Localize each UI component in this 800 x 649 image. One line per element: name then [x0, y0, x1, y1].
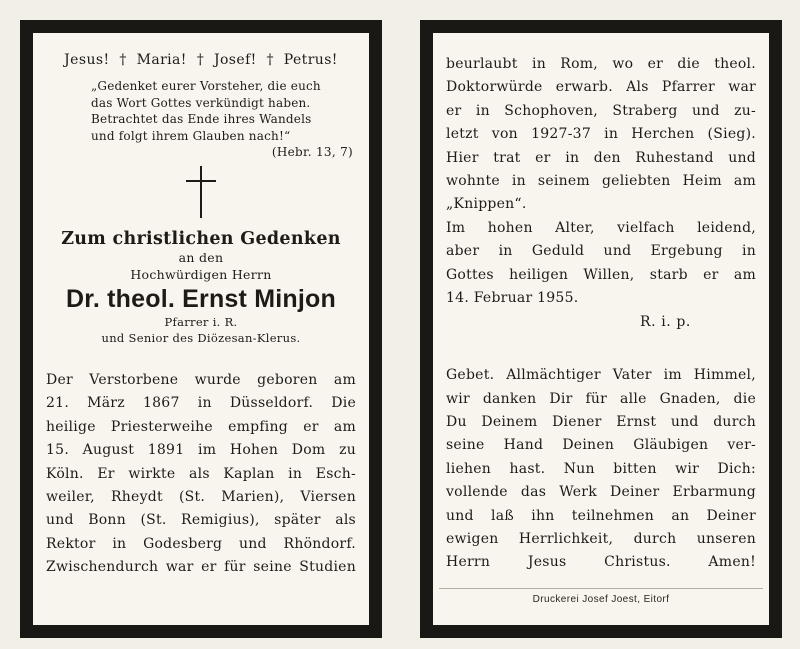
biography-line: Zwischendurch war er für seine Studien — [46, 559, 356, 576]
small-cross-icon: † — [119, 52, 127, 68]
printer-imprint: Druckerei Josef Joest, Eitorf — [532, 594, 670, 605]
quote-line: Betrachtet das Ende ihres Wandels — [91, 112, 312, 126]
header-invocation — [33, 33, 369, 68]
biography-part-2 — [446, 53, 756, 310]
memorial-title: Zum christlichen Gedenken — [61, 229, 341, 249]
honorific-text: Hochwürdigen Herrn — [130, 267, 272, 282]
role-text: Pfarrer i. R. — [164, 315, 238, 329]
latin-cross-icon — [186, 166, 216, 218]
prayer-text — [446, 364, 756, 575]
prayer-line: vollende das Werk Deiner Erbarmung — [446, 484, 756, 501]
invocation-josef: Josef! — [213, 52, 257, 68]
biography-line: Köln. Er wirkte als Kaplan in Esch- — [46, 465, 356, 482]
biography-line: „Knippen“. — [446, 196, 527, 213]
biography-part-1 — [46, 369, 356, 580]
right-card-inner — [433, 33, 769, 625]
biography-line: heilige Priesterweihe empfing er am — [46, 418, 356, 435]
invocation-maria: Maria! — [136, 52, 187, 68]
left-card-inner — [33, 33, 369, 625]
invocation-jesus: Jesus! — [64, 52, 110, 68]
biography-line: Hier trat er in den Ruhestand und — [446, 149, 756, 166]
biography-line: Der Verstorbene wurde geboren am — [46, 372, 356, 388]
prayer-line: und laß ihn teilnehmen an Deiner — [446, 507, 756, 524]
small-cross-icon: † — [196, 52, 205, 68]
biography-line: 14. Februar 1955. — [446, 289, 579, 306]
biography-line: beurlaubt in Rom, wo er die theol. — [446, 56, 756, 72]
senior-text: und Senior des Diözesan-Klerus. — [101, 331, 301, 345]
quote-line: „Gedenket eurer Vorsteher, die euch — [91, 79, 321, 93]
prayer-line: Du Deinem Diener Ernst und durch — [446, 414, 756, 431]
biography-line: letzt von 1927-37 in Herchen (Sieg). — [446, 126, 756, 143]
biography-line: Doktorwürde erwarb. Als Pfarrer war — [446, 79, 756, 96]
prayer-line: seine Hand Deinen Gläubigen ver- — [446, 437, 756, 454]
bible-quote — [91, 78, 363, 144]
an-den-text: an den — [178, 250, 224, 265]
biography-line: Im hohen Alter, vielfach leidend, — [446, 219, 756, 236]
biography-line: 21. März 1867 in Düsseldorf. Die — [46, 395, 356, 412]
left-card-panel — [20, 20, 382, 638]
quote-reference: (Hebr. 13, 7) — [271, 145, 353, 159]
biography-line: wohnte in seinem geliebten Heim am — [446, 172, 756, 189]
quote-line: und folgt ihrem Glauben nach!“ — [91, 128, 291, 143]
biography-line: und Bonn (St. Remigius), später als — [46, 512, 356, 529]
invocation-petrus: Petrus! — [283, 52, 338, 68]
printer-divider — [439, 588, 763, 589]
prayer-line: liehen hast. Nun bitten wir Dich: — [446, 460, 756, 477]
quote-line: das Wort Gottes verkündigt haben. — [91, 95, 311, 110]
biography-line: Rektor in Godesberg und Rhöndorf. — [46, 535, 356, 552]
small-cross-icon: † — [266, 52, 274, 68]
prayer-line: Herrn Jesus Christus. Amen! — [446, 554, 756, 571]
right-card-panel — [420, 20, 782, 638]
deceased-name: Dr. theol. Ernst Minjon — [66, 285, 336, 313]
prayer-line: ewigen Herrlichkeit, durch unseren — [446, 531, 756, 548]
rip-text: R. i. p. — [639, 314, 691, 331]
biography-line: Gottes heiligen Willen, starb er am — [446, 266, 756, 283]
biography-line: weiler, Rheydt (St. Marien), Viersen — [46, 488, 356, 505]
biography-line: er in Schophoven, Straberg und zu- — [446, 102, 756, 119]
prayer-line: Gebet. Allmächtiger Vater im Himmel, — [446, 367, 756, 384]
prayer-line: wir danken Dir für alle Gnaden, die — [446, 390, 756, 407]
biography-line: aber in Geduld und Ergebung in — [446, 243, 756, 260]
biography-line: 15. August 1891 im Hohen Dom zu — [46, 442, 356, 459]
